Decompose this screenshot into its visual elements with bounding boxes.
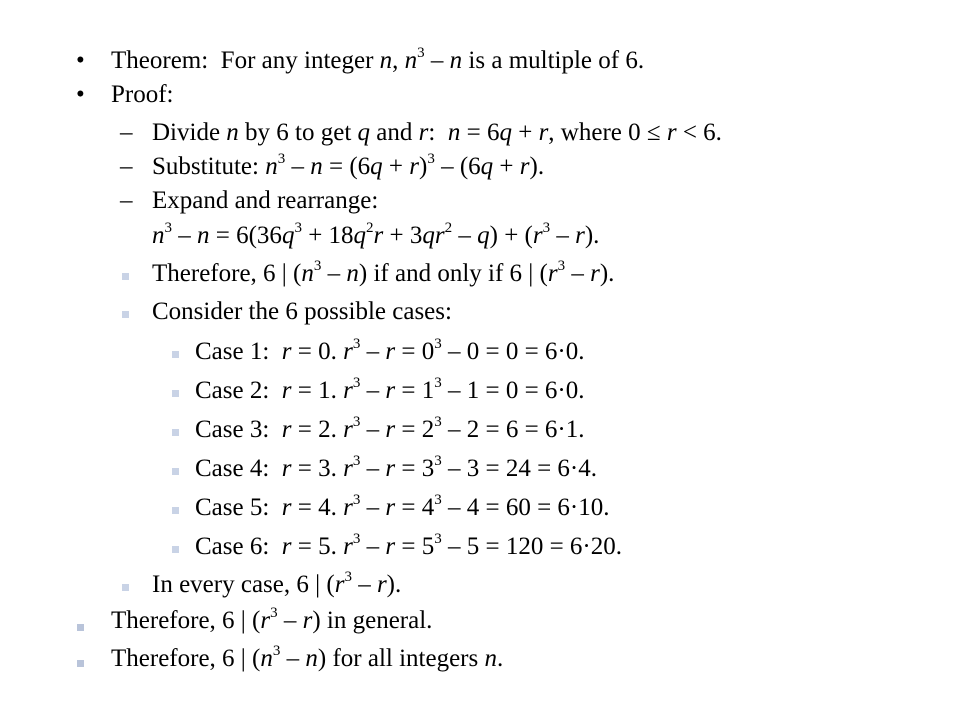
theorem-line: Theorem: For any integer n, $n^3$ – n is a multiple of 6. <box>111 44 645 74</box>
case-1-line: Case 1: r = 0. $r^3 - r = 0^3 - 0 = 0 = 6\cdot 0$. <box>195 335 585 365</box>
bullet-square <box>172 507 179 514</box>
expand-equation: $n^3 - n = 6(36q^3 + 18q^2r + 3qr^2 - q) + (r^3 - r)$. <box>152 219 600 249</box>
therefore-general-line: Therefore, 6 | $(r^3 - r)$ in general. <box>111 604 433 634</box>
case-3-line: Case 3: r = 2. $r^3 - r = 2^3 - 2 = 6 = 6\cdot 1$. <box>195 413 585 443</box>
bullet-dot: • <box>76 47 85 74</box>
therefore-iff-line: Therefore, 6 | $(n^3 - n)$ if and only if 6 | $(r^3 - r)$. <box>152 257 615 287</box>
bullet-square <box>77 660 84 667</box>
case-2-line: Case 2: r = 1. $r^3 - r = 1^3 - 1 = 0 = 6\cdot 0$. <box>195 374 585 404</box>
bullet-square <box>172 546 179 553</box>
bullet-square <box>172 351 179 358</box>
every-case-line: In every case, 6 | $(r^3 - r)$. <box>152 568 402 598</box>
bullet-dot: • <box>76 81 85 108</box>
bullet-dash: – <box>120 187 133 214</box>
bullet-square <box>122 273 129 280</box>
bullet-square <box>122 311 129 318</box>
consider-line: Consider the 6 possible cases: <box>152 298 452 325</box>
bullet-square <box>172 390 179 397</box>
case-6-line: Case 6: r = 5. $r^3 - r = 5^3 - 5 = 120 = 6\cdot 20$. <box>195 530 622 560</box>
bullet-square <box>77 624 84 631</box>
case-5-line: Case 5: r = 4. $r^3 - r = 4^3 - 4 = 60 = 6\cdot 10$. <box>195 491 610 521</box>
divide-line: Divide n by 6 to get q and r: n = 6q + r, where 0 ≤ r < 6. <box>152 119 722 146</box>
bullet-square <box>122 584 129 591</box>
bullet-square <box>172 429 179 436</box>
case-4-line: Case 4: r = 3. $r^3 - r = 3^3 - 3 = 24 = 6\cdot 4$. <box>195 452 597 482</box>
expand-line: Expand and rearrange: <box>152 187 379 214</box>
bullet-dash: – <box>120 119 133 146</box>
therefore-all-line: Therefore, 6 | $(n^3 - n)$ for all integers n. <box>111 642 504 672</box>
bullet-square <box>172 468 179 475</box>
substitute-line: Substitute: $n^3 - n = (6q + r)^3 - (6q + r)$. <box>152 150 545 180</box>
bullet-dash: – <box>120 153 133 180</box>
proof-line: Proof: <box>111 81 174 108</box>
